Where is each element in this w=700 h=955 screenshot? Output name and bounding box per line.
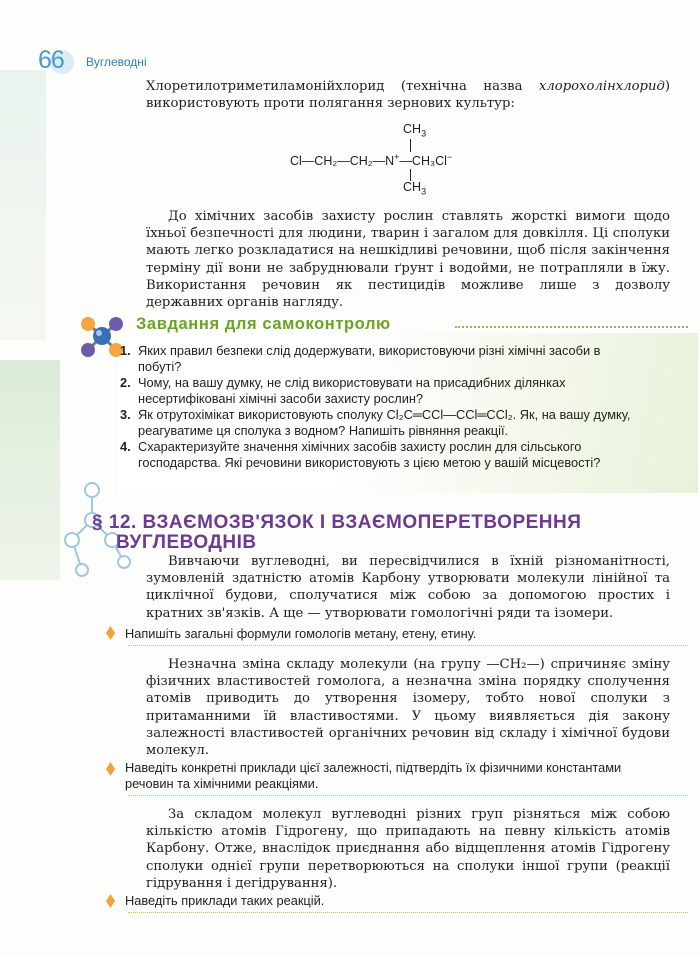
protection-paragraph	[146, 208, 670, 311]
protection-text: До хімічних засобів захисту рослин ставлять жорсткі вимоги щодо їхньої безпечності для людини, тварин і загалом для довкілля. Ці сполуки мають легко розкладатися на нешкідливі речовини, щоб після закінчення терміну дії вони не забруднювали ґрунт і водойми, не потрапляли в їжу. Використання речовин як пестицидів можливе лише з дозволу державних органів нагляду.	[146, 209, 670, 311]
formula-chain: Cl—CH₂—CH₂—N+—CH₃Cl−	[290, 152, 453, 169]
intro-text-end: ) використовують проти полягання зернових культур:	[146, 79, 670, 112]
note-divider	[128, 795, 688, 796]
note-divider	[128, 645, 688, 646]
formula-ch3-top: $CH_3$	[403, 122, 427, 139]
molecule-icon	[78, 312, 126, 360]
note-1: Напишіть загальні формули гомологів метану, етену, етину.	[125, 626, 477, 641]
section-paragraph-2: Незначна зміна складу молекули (на групу —CH₂—) спричиняє зміну фізичних властивостей гомолога, а незначна зміна порядку сполучення атомів приводить до утворення ізомеру, тобто нової сполуки з притаманними їй властивостями. У цьому виявляється дія закону залежності властивостей органічних речовин від складу і хімічної будови молекул.	[146, 657, 670, 759]
section-paragraph-3: За складом молекул вуглеводні різних груп різняться між собою кількістю атомів Гідрогену, що припадають на певну кількість атомів Карбону. Отже, внаслідок приєднання або відщеплення атомів Гідрогену сполуки однієї групи перетворюються на сполуки іншої групи (реакції гідрування і дегідрування).	[146, 807, 670, 891]
structural-formula	[290, 122, 550, 202]
section-title	[92, 513, 581, 553]
running-header: Вуглеводні	[86, 55, 147, 69]
task-item: 3. Як отрутохімікат використовують сполуку Cl₂C═CCl—CCl═CCl₂. Як, на вашу думку, реагуватиме ця сполука з водном? Напишіть рівняння реакції.	[120, 407, 631, 438]
page-number: 66	[38, 46, 64, 74]
note-2: Наведіть конкретні приклади цієї залежності, підтвердіть їх фізичними константами речовин та хімічними реакціями.	[125, 760, 622, 791]
margin-band	[0, 360, 60, 580]
intro-text: Хлоретилотриметиламонійхлорид (технічна назва	[146, 79, 539, 94]
title-dotted-line	[455, 326, 688, 328]
task-marker-icon	[106, 894, 115, 908]
task-item: 1. Яких правил безпеки слід додержувати, використовуючи різні хімічні засоби в побуті?	[120, 343, 601, 374]
task-item: 4. Схарактеризуйте значення хімічних засобів захисту рослин для сільського господарства. Які речовини використовують з цією метою у вашій місцевості?	[120, 439, 601, 470]
formula-bond-top	[410, 139, 411, 152]
task-marker-icon	[106, 626, 115, 640]
section-paragraph-1: Вивчаючи вуглеводні, ви пересвідчилися в їхній різноманітності, зумовленій здатністю атомів Карбону утворювати молекули лінійної та циклічної будови, сполучатися між собою за допомогою простих і кратних зв'язків. А ще — утворювати гомологічні ряди та ізомери.	[146, 554, 670, 621]
section-title-line1: § 12. ВЗАЄМОЗВ'ЯЗОК І ВЗАЄМОПЕРЕТВОРЕННЯ	[92, 512, 582, 533]
task-marker-icon	[106, 762, 115, 776]
self-control-title: Завдання для самоконтролю	[136, 315, 391, 333]
formula-ch3-bottom: $CH_3$	[403, 180, 427, 197]
margin-band	[0, 70, 46, 340]
intro-paragraph	[146, 78, 670, 112]
note-divider	[128, 912, 688, 913]
self-control-tasks	[120, 343, 640, 471]
section-title-line2: ВУГЛЕВОДНІВ	[116, 532, 257, 553]
intro-italic-term: хлорохолінхлорид	[538, 79, 665, 94]
task-item: 2. Чому, на вашу думку, не слід використовувати на присадибних ділянках несертифіковані хімічні засоби захисту рослин?	[120, 375, 566, 406]
note-3: Наведіть приклади таких реакцій.	[125, 893, 325, 908]
